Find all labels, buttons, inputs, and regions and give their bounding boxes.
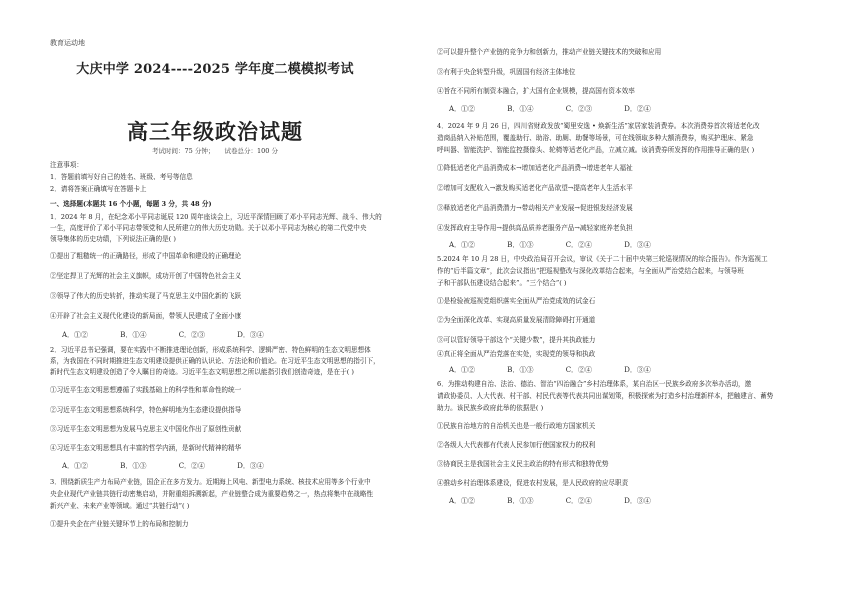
question-item: ③释放适老化产品消费潜力→带动相关产业发展→促进银发经济发展 bbox=[437, 204, 633, 212]
option-a: A．①② bbox=[449, 105, 476, 113]
question-stem: 系，为我国在不同时期推进生态文明建设提供正确的认识论、方法论和价值论。在习近平生态文明思想的指引下， bbox=[50, 357, 380, 365]
option-b: B．①④ bbox=[507, 105, 534, 113]
question-stem: 2．习近平总书记强调，要在实践中不断推进理论创新，形成系统科学、逻辑严密、特色鲜明的生态文明思想体 bbox=[50, 346, 371, 354]
option-a: A．①② bbox=[449, 497, 476, 505]
option-d: D．③④ bbox=[237, 331, 264, 339]
option-c: C．②④ bbox=[565, 497, 593, 505]
question-item: ①提出了粗糙统一的正确路径，形成了中国革命和建设的正确理论 bbox=[50, 252, 242, 260]
option-c: C．②④ bbox=[565, 366, 593, 374]
notes-title: 注意事项： bbox=[50, 161, 83, 169]
question-stem: 4．2024 年 9 月 26 日，四川省财政发放“蜀里安逸 • 焕新生活”家居家装消费券。本次消费券首次将适老化改 bbox=[437, 122, 760, 130]
question-item: ④发挥政府主导作用→提供高品质养老服务产品→减轻家庭养老负担 bbox=[437, 224, 633, 232]
option-b: B．①④ bbox=[120, 331, 147, 339]
question-item: ④习近平生态文明思想具有丰富的哲学内涵，是新时代精神的精华 bbox=[50, 444, 242, 452]
question-item: ②可以提升整个产业链的竞争力和创新力，推动产业链关键技术的突破和应用 bbox=[437, 48, 662, 56]
exam-time: 考试时间：75 分钟； bbox=[152, 147, 215, 155]
question-stem: 新兴产业、未来产业等领域。通过“共链行动”( ) bbox=[50, 502, 190, 510]
option-c: C．②③ bbox=[565, 105, 593, 113]
option-d: D．③④ bbox=[237, 462, 264, 470]
option-d: D．③④ bbox=[624, 366, 651, 374]
exam-score: 试卷总分：100 分 bbox=[224, 147, 278, 155]
answer-options bbox=[449, 104, 681, 114]
question-item: ②坚定捍卫了光辉的社会主义旗帜，成功开创了中国特色社会主义 bbox=[50, 272, 242, 280]
option-d: D．③④ bbox=[624, 497, 651, 505]
question-item: ②各级人大代表都有代表人民参加行使国家权力的权利 bbox=[437, 441, 596, 449]
header-note: 教育运动地 bbox=[50, 39, 85, 47]
question-stem: 领导集体的历史功绩，下列说法正确的是( ) bbox=[50, 235, 176, 243]
option-d: D．③④ bbox=[624, 241, 651, 249]
question-item: ④开辟了社会主义现代化建设的新局面，带领人民建成了全面小康 bbox=[50, 312, 242, 320]
section-heading: 一、选择题(本题共 16 个小题，每题 3 分，共 48 分) bbox=[50, 200, 212, 208]
question-stem: 3．围绕新质生产力布局产业链，国企正在多方发力。近期海上风电、新型电力系统、核技术应用等多个行业中 bbox=[50, 478, 371, 486]
answer-options bbox=[449, 365, 681, 375]
question-stem: 一生，高度评价了邓小平同志带领党和人民所建立的伟大历史功勋。关于以邓小平同志为核心的第二代党中央 bbox=[50, 224, 367, 232]
exam-title: 高三年级政治试题 bbox=[127, 119, 303, 144]
question-item: ①是检验被巡视党组织落实全面从严治党成效的试金石 bbox=[437, 297, 596, 305]
school-title: 大庆中学 2024----2025 学年度二模模拟考试 bbox=[76, 62, 354, 77]
question-stem: 子和干部队伍建设结合起来”。“三个结合”( ) bbox=[437, 279, 567, 287]
question-stem: 央企业现代产业链共链行动密集启动，并附重组拆溯新起，产业链整合成为重要趋势之一，热点将集中在战略性 bbox=[50, 490, 374, 498]
answer-options bbox=[449, 496, 681, 506]
question-stem: 新时代生态文明建设创造了令人瞩目的奇迹。习近平生态文明思想之所以能指引我们创造奇迹，是在于( ) bbox=[50, 368, 354, 376]
option-c: C．②③ bbox=[178, 331, 206, 339]
question-item: ①习近平生态文明思想遵循了实践基础上的科学性和革命性的统一 bbox=[50, 386, 242, 394]
answer-options bbox=[62, 330, 294, 340]
question-item: ④推动乡村治理体系建设，促进农村发展，是人民政府的应尽职责 bbox=[437, 479, 629, 487]
question-item: ①民族自治地方的自治机关也是一般行政地方国家机关 bbox=[437, 422, 596, 430]
option-a: A．①② bbox=[449, 366, 476, 374]
option-a: A．①② bbox=[62, 331, 89, 339]
option-b: B．①③ bbox=[507, 241, 534, 249]
question-item: ④旨在不同所有制资本融合，扩大国有企业规模，提高国有资本效率 bbox=[437, 87, 635, 95]
question-stem: 助力。该民族乡政府此举的依据是( ) bbox=[437, 404, 544, 412]
question-item: ③有利于央企转型升级，巩固国有经济主体地位 bbox=[437, 68, 576, 76]
note-item: 2．请将答案正确填写在答题卡上 bbox=[50, 185, 147, 193]
question-item: ④真正将全面从严治党落在实处，实现党的领导和执政 bbox=[437, 350, 596, 358]
question-item: ③领导了伟大的历史转折，推动实现了马克思主义中国化新的飞跃 bbox=[50, 292, 242, 300]
option-c: C．②④ bbox=[178, 462, 206, 470]
question-item: ③可以管好领导干部这个“关键少数”，提升其执政能力 bbox=[437, 336, 596, 344]
question-item: ①降低适老化产品消费成本→增加适老化产品消费→增进老年人福祉 bbox=[437, 164, 633, 172]
option-a: A．①② bbox=[449, 241, 476, 249]
question-stem: 呼叫器、智能洗护、智能监控摄像头、轮椅等适老化产品，立减立减。该消费券所发挥的作用推导正确的是( ) bbox=[437, 146, 755, 154]
option-d: D．②④ bbox=[624, 105, 651, 113]
answer-options bbox=[449, 240, 681, 250]
note-item: 1．答题前填写好自己的姓名、班级、考号等信息 bbox=[50, 173, 193, 181]
question-stem: 5.2024 年 10 月 28 日，中央政治局召开会议，审议《关于二十届中央第三轮巡视情况的综合报告》。作为巡视工 bbox=[437, 255, 768, 263]
option-b: B．①③ bbox=[507, 497, 534, 505]
option-b: B．①③ bbox=[120, 462, 147, 470]
answer-options bbox=[62, 461, 294, 471]
option-c: C．②④ bbox=[565, 241, 593, 249]
option-b: B．①③ bbox=[507, 366, 534, 374]
exam-meta bbox=[0, 146, 430, 155]
question-item: ②习近平生态文明思想系统科学，特色鲜明地为生态建设提供指导 bbox=[50, 406, 242, 414]
question-item: ③协商民主是我国社会主义民主政治的特有形式和独特优势 bbox=[437, 460, 609, 468]
question-item: ①提升央企在产业链关键环节上的布局和控制力 bbox=[50, 520, 189, 528]
question-stem: 1．2024 年 8 月，在纪念邓小平同志诞辰 120 周年座谈会上，习近平深情回顾了邓小平同志光辉、战斗、伟大的 bbox=[50, 213, 382, 221]
option-a: A．①② bbox=[62, 462, 89, 470]
question-item: ②增加可支配收入→激发购买适老化产品欲望→提高老年人生活水平 bbox=[437, 184, 633, 192]
question-item: ②为全面深化改革、实现高质量发展清除障碍打开通道 bbox=[437, 316, 596, 324]
question-item: ③习近平生态文明思想为发展马克思主义中国化作出了原创性贡献 bbox=[50, 425, 242, 433]
question-stem: 造商品纳入补贴范围，覆盖助行、助浴、助厕、助餐等场景，可在线领取多种大额消费券，购买护理床、紧急 bbox=[437, 134, 754, 142]
question-stem: 请政协委员、人大代表、村干部、村民代表等代表共同出谋划策，积极探索为打造乡村治理新样本，把触建言、蓄势 bbox=[437, 392, 774, 400]
question-stem: 6．为推动构建自治、法治、德治、智治“四治融合”乡村治理体系，某自治区一民族乡政府多次举办活动，邀 bbox=[437, 380, 752, 388]
question-stem: 作的“后半篇文章”，此次会议指出“把巡视整改与深化改革结合起来，与全面从严治党结合起来，与领导班 bbox=[437, 267, 744, 275]
